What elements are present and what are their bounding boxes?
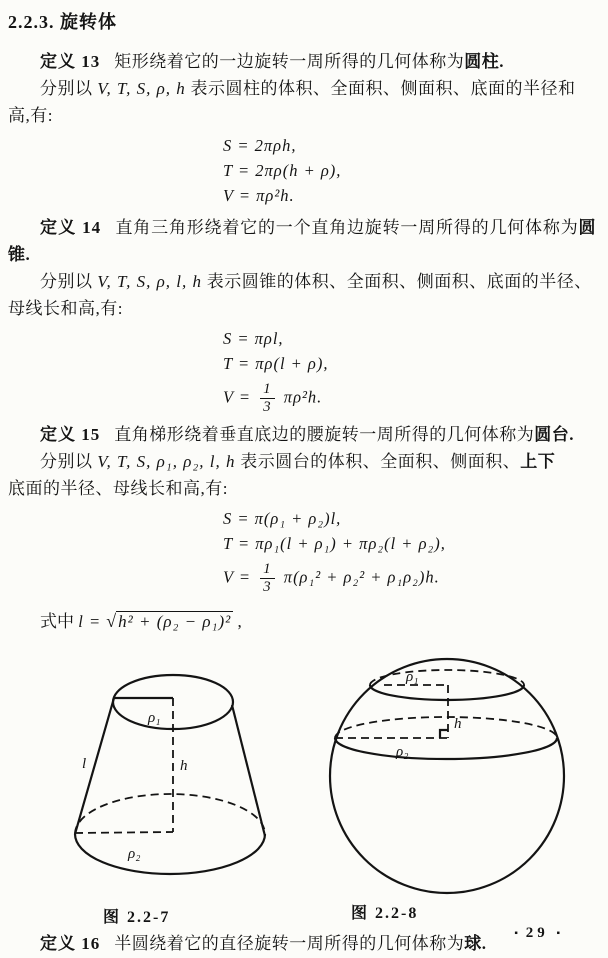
cone-volume-formula xyxy=(223,381,598,415)
page-number-right-square: ▪ xyxy=(556,928,560,939)
def15-intro-line2: 底面的半径、母线长和高,有: xyxy=(8,479,228,498)
sphere-large-radius-label: ρ₂ xyxy=(396,744,409,760)
page-number-left-square: ▪ xyxy=(514,928,518,939)
sphere-figure xyxy=(326,640,570,898)
frustum-bottom-radius-line xyxy=(75,832,173,833)
def15-text: 直角梯形绕着垂直底边的腰旋转一周所得的几何体称为 xyxy=(114,425,535,444)
def16-statement xyxy=(8,930,598,957)
frustum-total-area-formula: T = πρ₁(l + ρ₁) + πρ₂(l + ρ₂), xyxy=(223,534,446,553)
frustum-height-label: h xyxy=(180,758,188,774)
def14-formulas xyxy=(223,326,598,415)
right-angle-mark xyxy=(440,730,448,738)
def15-intro-rest: 表示圆台的体积、全面积、侧面积、 xyxy=(235,452,521,471)
frustum-volume-lhs: V = xyxy=(223,567,257,587)
cone-total-area-formula: T = πρ(l + ρ), xyxy=(223,354,329,373)
figure-caption-2-2-7: 图 2.2-7 xyxy=(103,909,171,926)
cylinder-volume-formula: V = πρ²h. xyxy=(223,186,295,205)
note-radicand: h² + (ρ₂ − ρ₁)² xyxy=(118,612,232,631)
def15-label: 定义 15 xyxy=(40,425,101,444)
figure-caption-2-2-8: 图 2.2-8 xyxy=(351,905,419,922)
frustum-slant-label: l xyxy=(82,756,87,772)
def14-intro-line1 xyxy=(8,268,598,295)
def16-term: 球. xyxy=(464,934,487,953)
sphere-small-radius-label: ρ₁ xyxy=(406,669,419,685)
def14-term-part1: 圆 xyxy=(578,218,597,237)
def15-intro-bold: 上下 xyxy=(520,452,556,471)
def14-statement-line2 xyxy=(8,241,598,268)
def15-statement xyxy=(8,421,598,448)
def13-intro-prefix: 分别以 xyxy=(40,79,98,98)
def13-formulas xyxy=(223,133,598,208)
def15-intro-line1 xyxy=(8,448,598,475)
def15-variables: V, T, S, ρ₁, ρ₂, l, h xyxy=(97,452,236,471)
def13-term: 圆柱. xyxy=(464,52,504,71)
slant-length-note xyxy=(8,607,598,632)
def13-intro-line2: 高,有: xyxy=(8,106,53,125)
cylinder-lateral-area-formula: S = 2πρh, xyxy=(223,136,297,155)
def14-text: 直角三角形绕着它的一个直角边旋转一周所得的几何体称为 xyxy=(115,218,579,237)
def14-intro-prefix: 分别以 xyxy=(40,272,98,291)
radical-sign: √ xyxy=(106,611,117,631)
note-suffix: , xyxy=(233,612,242,631)
def15-formulas xyxy=(223,506,598,595)
page-number xyxy=(514,925,560,942)
frustum-bottom-back-arc xyxy=(75,794,265,834)
sphere-height-label: h xyxy=(454,716,462,732)
def13-label: 定义 13 xyxy=(40,52,101,71)
frustum-left-slant xyxy=(75,698,114,834)
def15-intro-prefix: 分别以 xyxy=(40,452,98,471)
def14-intro-rest: 表示圆锥的体积、全面积、侧面积、底面的半径、 xyxy=(202,272,592,291)
note-equals: = xyxy=(83,612,107,631)
cone-volume-rhs: πρ²h. xyxy=(278,387,323,407)
page-number-value: 29 xyxy=(525,925,549,941)
def14-statement-line1 xyxy=(8,214,598,241)
note-variable: l xyxy=(78,612,84,631)
cone-volume-lhs: V = xyxy=(223,387,257,407)
def13-statement xyxy=(8,48,598,75)
sphere-large-circle-back-arc xyxy=(335,717,557,738)
frustum-bottom-radius-label: ρ₂ xyxy=(128,846,141,862)
def16-text: 半圆绕着它的直径旋转一周所得的几何体称为 xyxy=(114,934,465,953)
sphere-large-circle-front-arc xyxy=(335,738,557,759)
def16-label: 定义 16 xyxy=(40,934,101,953)
cylinder-total-area-formula: T = 2πρ(h + ρ), xyxy=(223,161,342,180)
one-third-fraction: $\frac{1}{3}$ xyxy=(260,561,275,595)
def14-term-part2: 锥. xyxy=(8,245,31,264)
def14-variables: V, T, S, ρ, l, h xyxy=(97,272,203,291)
cone-lateral-area-formula: S = πρl, xyxy=(223,329,284,348)
def13-variables: V, T, S, ρ, h xyxy=(97,79,186,98)
figures-row xyxy=(8,638,598,930)
frustum-volume-rhs: π(ρ₁² + ρ₂² + ρ₁ρ₂)h. xyxy=(278,567,440,587)
sphere-small-circle-front-arc xyxy=(370,685,524,700)
def13-intro-rest: 表示圆柱的体积、全面积、侧面积、底面的半径和 xyxy=(185,79,576,98)
def13-text: 矩形绕着它的一边旋转一周所得的几何体称为 xyxy=(114,52,465,71)
frustum-figure xyxy=(60,652,278,894)
one-third-fraction: $\frac{1}{3}$ xyxy=(260,381,275,415)
frustum-right-slant xyxy=(232,705,265,836)
frustum-top-radius-label: ρ₁ xyxy=(148,710,161,726)
note-prefix: 式中 xyxy=(40,612,79,631)
sphere-outline xyxy=(330,659,564,893)
section-heading: 2.2.3. 旋转体 xyxy=(8,12,117,32)
frustum-bottom-front-arc xyxy=(75,834,265,874)
frustum-lateral-area-formula: S = π(ρ₁ + ρ₂)l, xyxy=(223,509,342,528)
def15-term: 圆台. xyxy=(534,425,574,444)
def13-intro-line1 xyxy=(8,75,598,102)
frustum-volume-formula xyxy=(223,561,598,595)
def14-label: 定义 14 xyxy=(40,218,102,237)
def14-intro-line2: 母线长和高,有: xyxy=(8,299,123,318)
